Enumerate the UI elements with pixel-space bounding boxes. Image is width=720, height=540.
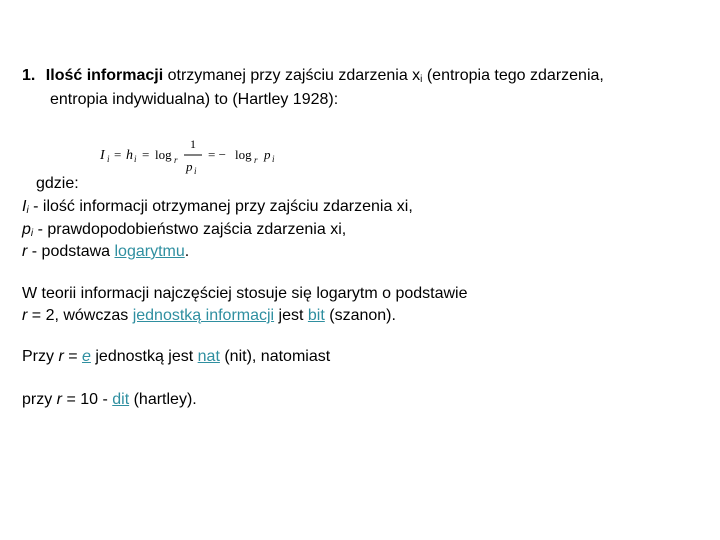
- gdzie-label: [36, 174, 79, 194]
- item1-text-b: (entropia tego zdarzenia,: [422, 67, 604, 84]
- item1-sub-i: i: [420, 74, 423, 85]
- dit-link[interactable]: dit: [112, 391, 130, 408]
- formula-p2: p: [264, 147, 271, 162]
- theory-line2b: jest: [274, 307, 308, 324]
- gdzie-text: gdzie:: [36, 175, 79, 192]
- formula-minus: = −: [208, 147, 226, 162]
- formula-h: h: [126, 148, 133, 163]
- e-line-r-symbol: r: [58, 348, 64, 365]
- def-r-symbol: r: [22, 243, 28, 260]
- item1-line2-text: entropia indywidualna) to (Hartley 1928):: [50, 91, 339, 108]
- definition-r: [22, 242, 189, 262]
- formula-log-base: r: [174, 155, 178, 165]
- ten-line-a: przy: [22, 391, 57, 408]
- e-link[interactable]: e: [82, 348, 91, 365]
- theory-r-symbol: r: [22, 307, 28, 324]
- definition-p: [22, 220, 346, 244]
- jednostka-informacji-link[interactable]: jednostką informacji: [132, 307, 275, 324]
- e-line-b: =: [63, 348, 83, 365]
- ten-line-c: (hartley).: [129, 391, 197, 408]
- logarytmu-link[interactable]: logarytmu: [114, 243, 185, 260]
- e-line-d: (nit), natomiast: [219, 348, 331, 365]
- def-I-sub: i: [26, 205, 29, 216]
- formula-denominator-p: p: [186, 159, 193, 174]
- formula-log: log: [155, 147, 172, 162]
- e-line-a: Przy: [22, 348, 59, 365]
- def-I-text: - ilość informacji otrzymanej przy zajściu zdarzenia xi,: [28, 198, 413, 215]
- item1-number: 1.: [22, 67, 36, 84]
- def-r-text: - podstawa: [27, 243, 115, 260]
- item1-line2: [50, 90, 338, 110]
- formula-h-sub: i: [134, 154, 137, 164]
- formula-eq: =: [114, 147, 122, 162]
- formula-denominator-sub: i: [194, 166, 197, 176]
- formula-log2-base: r: [254, 155, 258, 165]
- item1-text-a: otrzymanej przy zajściu zdarzenia x: [163, 67, 421, 84]
- formula-p2-sub: i: [272, 154, 275, 164]
- definition-I: [22, 197, 413, 221]
- formula-numerator: 1: [190, 137, 196, 151]
- e-line-c: jednostką jest: [90, 348, 198, 365]
- def-I-symbol: I: [22, 198, 27, 215]
- item1-line1: [22, 66, 604, 90]
- theory-line1-text: W teorii informacji najczęściej stosuje się logarytm o podstawie: [22, 285, 468, 302]
- item1-bold-term: Ilość informacji: [45, 67, 164, 84]
- theory-line1: [22, 284, 468, 304]
- def-p-text: - prawdopodobieństwo zajścia zdarzenia xi,: [33, 221, 347, 238]
- ten-line: [22, 390, 197, 410]
- theory-line2c: (szanon).: [324, 307, 396, 324]
- e-line: [22, 347, 330, 367]
- entropy-formula: [98, 133, 288, 181]
- formula-I: I: [100, 148, 105, 163]
- bit-link[interactable]: bit: [307, 307, 325, 324]
- nat-link[interactable]: nat: [197, 348, 220, 365]
- theory-line2a: = 2, wówczas: [27, 307, 133, 324]
- def-p-sub: i: [30, 228, 34, 239]
- formula-eq2: =: [142, 147, 150, 162]
- ten-line-r-symbol: r: [56, 391, 62, 408]
- theory-line2: [22, 306, 396, 326]
- formula-log2: log: [235, 147, 252, 162]
- def-p-symbol: p: [22, 221, 31, 238]
- def-r-end: .: [184, 243, 190, 260]
- formula-I-sub: i: [107, 154, 110, 164]
- ten-line-b: = 10 -: [62, 391, 113, 408]
